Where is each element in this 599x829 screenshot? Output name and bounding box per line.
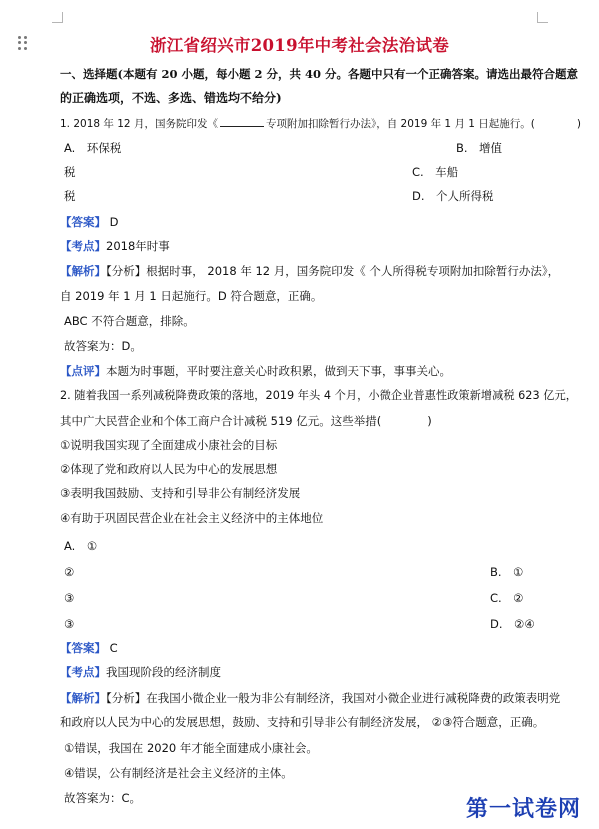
comment-tag: 【点评】 [60, 364, 106, 378]
q1-analysis-3: ABC 不符合题意，排除。 [64, 314, 195, 328]
q2-analysis-3: ①错误，我国在 2020 年才能全面建成小康社会。 [64, 741, 318, 755]
q2-analysis-2: 和政府以人民为中心的发展思想，鼓励、支持和引导非公有制经济发展， ②③符合题意，正确。 [60, 715, 545, 729]
q2-option-a: A. ① [64, 539, 98, 553]
q1-option-c: C. 车船 [412, 165, 459, 179]
site-watermark: 第一试卷网 [465, 797, 581, 822]
q2-answer [60, 640, 118, 656]
q2-statement-4: ④有助于巩固民营企业在社会主义经济中的主体地位 [60, 511, 324, 525]
answer-tag: 【答案】 [60, 641, 106, 655]
q2-statement-1: ①说明我国实现了全面建成小康社会的目标 [60, 438, 278, 452]
point-tag: 【考点】 [60, 239, 106, 253]
q1-point [60, 238, 170, 254]
q2-analysis-1 [60, 690, 560, 706]
q1-option-a: A. 环保税 [64, 141, 122, 155]
section-heading-line1: 一、选择题(本题有 20 小题，每小题 2 分，共 40 分。各题中只有一个正确答案。请选出最符合题意 [60, 67, 578, 81]
q1-stem [60, 114, 581, 132]
crop-mark-left [52, 12, 63, 23]
q2-point [60, 664, 221, 680]
q2-answer-value: C [109, 641, 118, 655]
q2-statement-3: ③表明我国鼓励、支持和引导非公有制经济发展 [60, 486, 301, 500]
analysis-tag: 【解析】 [60, 691, 106, 705]
q2-point-value: 我国现阶段的经济制度 [106, 665, 221, 679]
q1-analysis-4: 故答案为：D。 [64, 339, 142, 353]
q1-analysis-1 [60, 263, 559, 279]
q2-option-d: D. ②④ [490, 617, 535, 631]
q2-analysis-4: ④错误，公有制经济是社会主义经济的主体。 [64, 766, 293, 780]
point-tag: 【考点】 [60, 665, 106, 679]
q1-stem-part-a: 1. 2018 年 12 月，国务院印发《 [60, 118, 218, 130]
q2-statement-2: ②体现了党和政府以人民为中心的发展思想 [60, 462, 278, 476]
q2-option-b: B. ① [490, 565, 524, 579]
document-title: 浙江省绍兴市2019年中考社会法治试卷 [149, 36, 450, 55]
analysis-tag: 【解析】 [60, 264, 106, 278]
q2-option-c: C. ② [490, 591, 524, 605]
q2-analysis-5: 故答案为：C。 [64, 791, 142, 805]
q2-option-c-wrap: ③ [64, 617, 75, 631]
q1-option-b: B. 增值 [456, 141, 503, 155]
q1-answer-value: D [109, 215, 119, 229]
q2-analysis-text-1: 【分析】在我国小微企业一般为非公有制经济，我国对小微企业进行减税降费的政策表明党 [106, 691, 561, 705]
q1-comment [60, 363, 451, 379]
q1-option-d: D. 个人所得税 [412, 189, 494, 203]
answer-tag: 【答案】 [60, 215, 106, 229]
q2-stem-1: 2. 随着我国一系列减税降费政策的落地，2019 年头 4 个月，小微企业普惠性政策新增减税 623 亿元， [60, 389, 577, 402]
q2-stem-2: 其中广大民营企业和个体工商户合计减税 519 亿元。这些举措( ) [60, 414, 432, 428]
q2-option-b-wrap: ③ [64, 591, 75, 605]
q1-stem-part-b: 专项附加扣除暂行办法》，自 2019 年 1 月 1 日起施行。( ) [265, 118, 582, 130]
q1-option-c-wrap: 税 [64, 189, 76, 203]
crop-mark-right [537, 12, 548, 23]
q1-point-value: 2018年时事 [106, 239, 170, 253]
q1-option-b-wrap: 税 [64, 165, 76, 179]
q1-answer [60, 214, 119, 230]
q1-comment-text: 本题为时事题，平时要注意关心时政积累，做到天下事，事事关心。 [106, 364, 451, 378]
section-heading-line2: 的正确选项，不选、多选、错选均不给分) [60, 91, 282, 105]
q1-analysis-2: 自 2019 年 1 月 1 日起施行。D 符合题意，正确。 [60, 289, 323, 303]
q2-option-a-wrap: ② [64, 565, 75, 579]
q1-analysis-text-1: 【分析】根据时事， 2018 年 12 月，国务院印发《 个人所得税专项附加扣除暂行办法》， [106, 264, 560, 278]
q1-blank [220, 114, 264, 127]
